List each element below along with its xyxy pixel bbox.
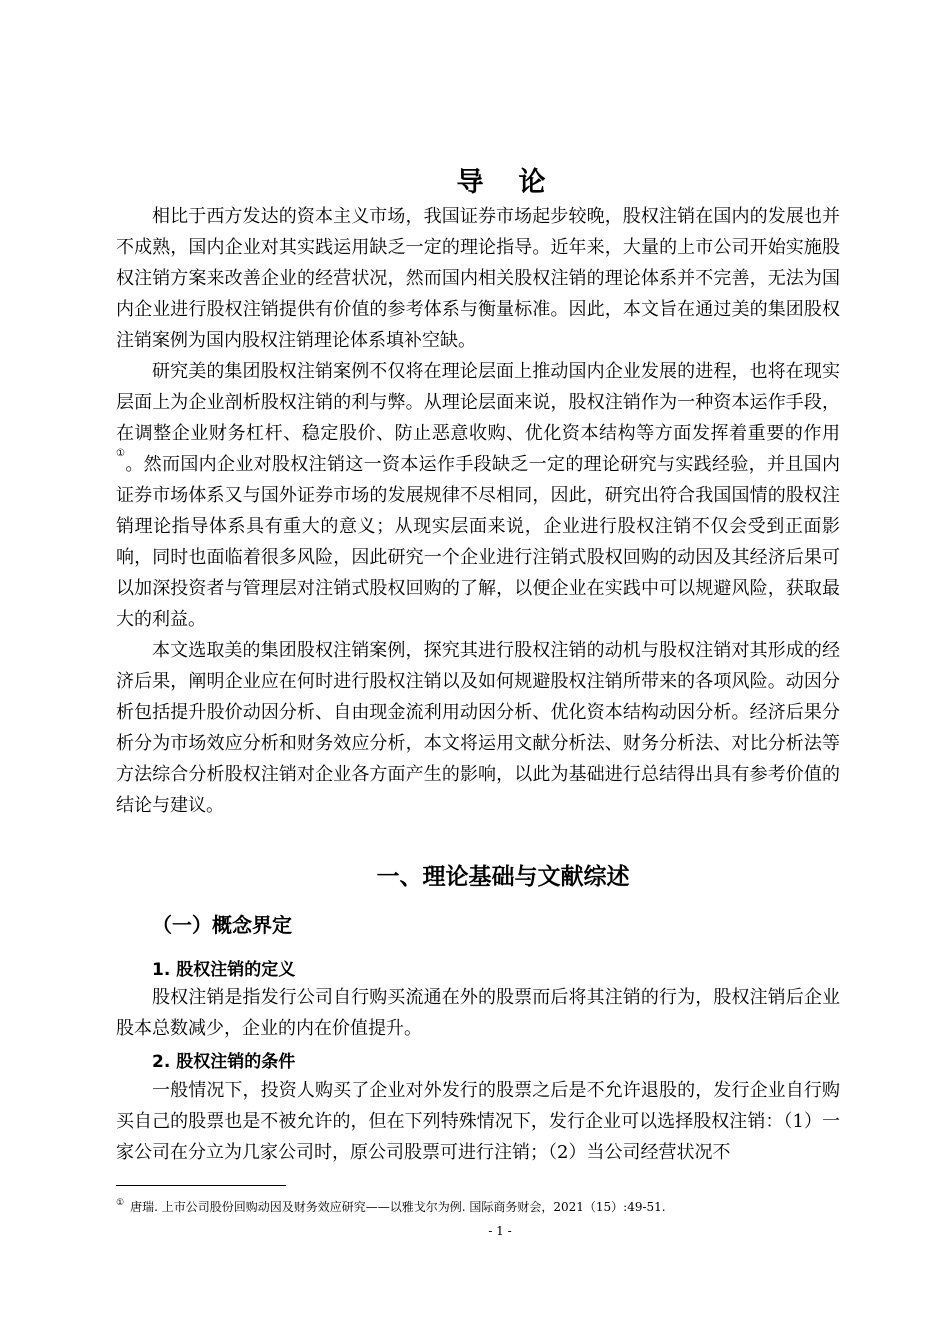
- footnote-reference[interactable]: ①: [116, 448, 126, 459]
- page-title: 导 论: [456, 167, 550, 198]
- chapter-heading: 一、理论基础与文献综述: [376, 864, 630, 890]
- subsection-1-body: [116, 982, 840, 1044]
- intro-paragraph-2-text-a: 研究美的集团股权注销案例不仅将在理论层面上推动国内企业发展的进程，也将在现实层面上为企业剖析股权注销的利与弊。从理论层面来说，股权注销作为一种资本运作手段，在调整企业财务杠杆、稳定股价、防止恶意收购、优化资本结构等方面发挥着重要的作用: [116, 361, 840, 444]
- subsection-1-paragraph: 股权注销是指发行公司自行购买流通在外的股票而后将其注销的行为，股权注销后企业股本总数减少，企业的内在价值提升。: [116, 987, 840, 1039]
- intro-paragraph-2-text-b: 。然而国内企业对股权注销这一资本运作手段缺乏一定的理论研究与实践经验，并且国内证券市场体系又与国外证券市场的发展规律不尽相同，因此，研究出符合我国国情的股权注销理论指导体系具有重大的意义；从现实层面来说，企业进行股权注销不仅会受到正面影响，同时也面临着很多风险，因此研究一个企业进行注销式股权回购的动因及其经济后果可以加深投资者与管理层对注销式股权回购的了解，以便企业在实践中可以规避风险，获取最大的利益。: [116, 454, 841, 630]
- footnote-divider: [116, 1185, 286, 1186]
- footnote: [116, 1198, 666, 1215]
- intro-paragraph-1: 相比于西方发达的资本主义市场，我国证券市场起步较晚，股权注销在国内的发展也并不成熟，国内企业对其实践运用缺乏一定的理论指导。近年来，大量的上市公司开始实施股权注销方案来改善企业的经营状况，然而国内相关股权注销的理论体系并不完善，无法为国内企业进行股权注销提供有价值的参考体系与衡量标准。因此，本文旨在通过美的集团股权注销案例为国内股权注销理论体系填补空缺。: [116, 206, 840, 351]
- intro-paragraph-3: 本文选取美的集团股权注销案例，探究其进行股权注销的动机与股权注销对其形成的经济后果，阐明企业应在何时进行股权注销以及如何规避股权注销所带来的各项风险。动因分析包括提升股价动因分析、自由现金流利用动因分析、优化资本结构动因分析。经济后果分析分为市场效应分析和财务效应分析，本文将运用文献分析法、财务分析法、对比分析法等方法综合分析股权注销对企业各方面产生的影响，以此为基础进行总结得出具有参考价值的结论与建议。: [116, 640, 840, 816]
- intro-paragraph-2: [116, 356, 840, 635]
- page-number: - 1 -: [488, 1224, 512, 1238]
- footnote-text: 唐瑞. 上市公司股份回购动因及财务效应研究——以雅戈尔为例. 国际商务财会，2021（15）:49-51.: [130, 1200, 666, 1214]
- intro-body: [116, 201, 840, 821]
- subsection-heading-1: 1. 股权注销的定义: [152, 960, 296, 980]
- section-heading: （一）概念界定: [152, 913, 292, 937]
- subsection-2-body: [116, 1075, 840, 1168]
- footnote-mark: ①: [116, 1198, 125, 1208]
- subsection-heading-2: 2. 股权注销的条件: [152, 1052, 296, 1072]
- subsection-2-paragraph: 一般情况下，投资人购买了企业对外发行的股票之后是不允许退股的，发行企业自行购买自己的股票也是不被允许的，但在下列特殊情况下，发行企业可以选择股权注销：（1）一家公司在分立为几家公司时，原公司股票可进行注销；（2）当公司经营状况不: [116, 1080, 840, 1163]
